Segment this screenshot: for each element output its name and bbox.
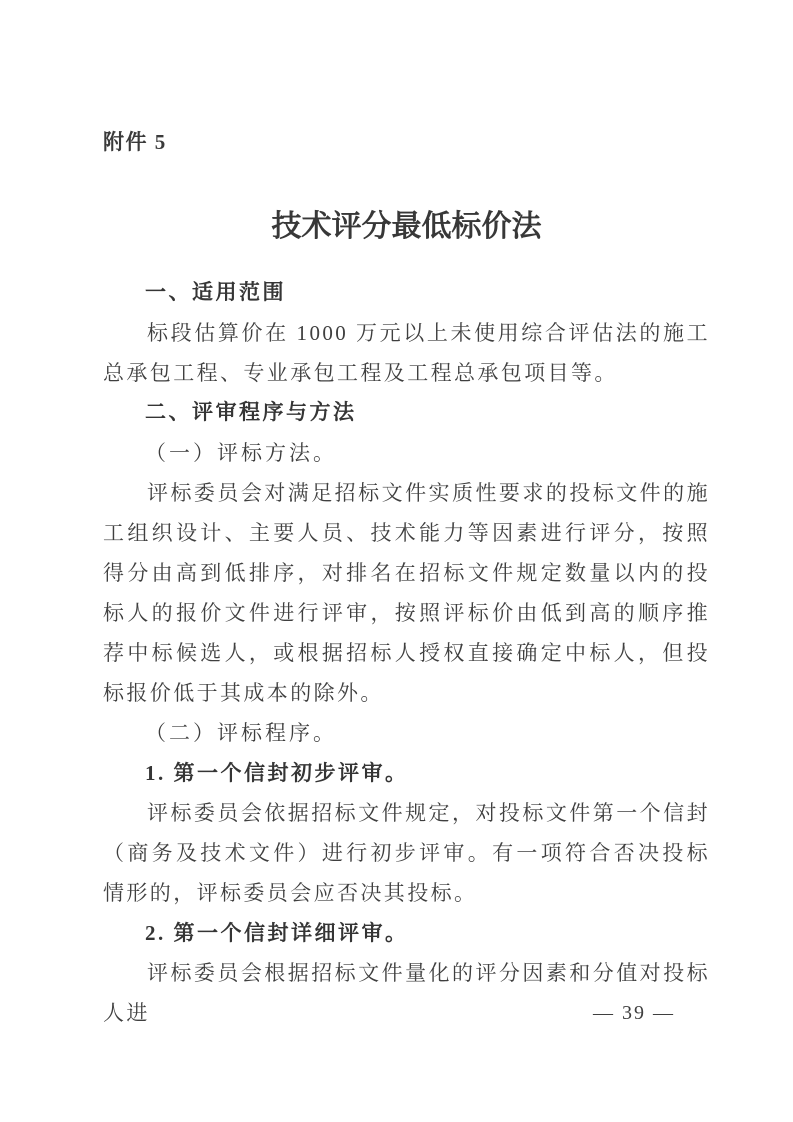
attachment-label: 附件 5 xyxy=(103,130,167,154)
item-heading-first-envelope-detailed-review: 2. 第一个信封详细评审。 xyxy=(145,921,409,945)
paragraph-first-envelope-preliminary-review: 评标委员会依据招标文件规定，对投标文件第一个信封（商务及技术文件）进行初步评审。有一项符合否决投标情形的，评标委员会应否决其投标。 xyxy=(103,801,710,905)
section-heading-procedure-and-method: 二、评审程序与方法 xyxy=(145,401,357,424)
page-number: — 39 — xyxy=(593,1002,675,1024)
document-title: 技术评分最低标价法 xyxy=(271,210,542,243)
document-body xyxy=(103,273,710,1033)
paragraph-scope: 标段估算价在 1000 万元以上未使用综合评估法的施工总承包工程、专业承包工程及工程总承包项目等。 xyxy=(103,321,710,385)
subheading-evaluation-method: （一）评标方法。 xyxy=(145,441,337,465)
item-heading-first-envelope-preliminary-review: 1. 第一个信封初步评审。 xyxy=(145,761,409,785)
subheading-evaluation-procedure: （二）评标程序。 xyxy=(145,721,337,745)
section-heading-scope: 一、适用范围 xyxy=(145,281,286,304)
paragraph-first-envelope-detailed-review: 评标委员会根据招标文件量化的评分因素和分值对投标人进 xyxy=(103,961,710,1025)
paragraph-evaluation-method: 评标委员会对满足招标文件实质性要求的投标文件的施工组织设计、主要人员、技术能力等因素进行评分，按照得分由高到低排序，对排名在招标文件规定数量以内的投标人的报价文件进行评审，按照评标价由低到高的顺序推荐中标候选人，或根据招标人授权直接确定中标人，但投标报价低于其成本的除外。 xyxy=(103,481,710,705)
